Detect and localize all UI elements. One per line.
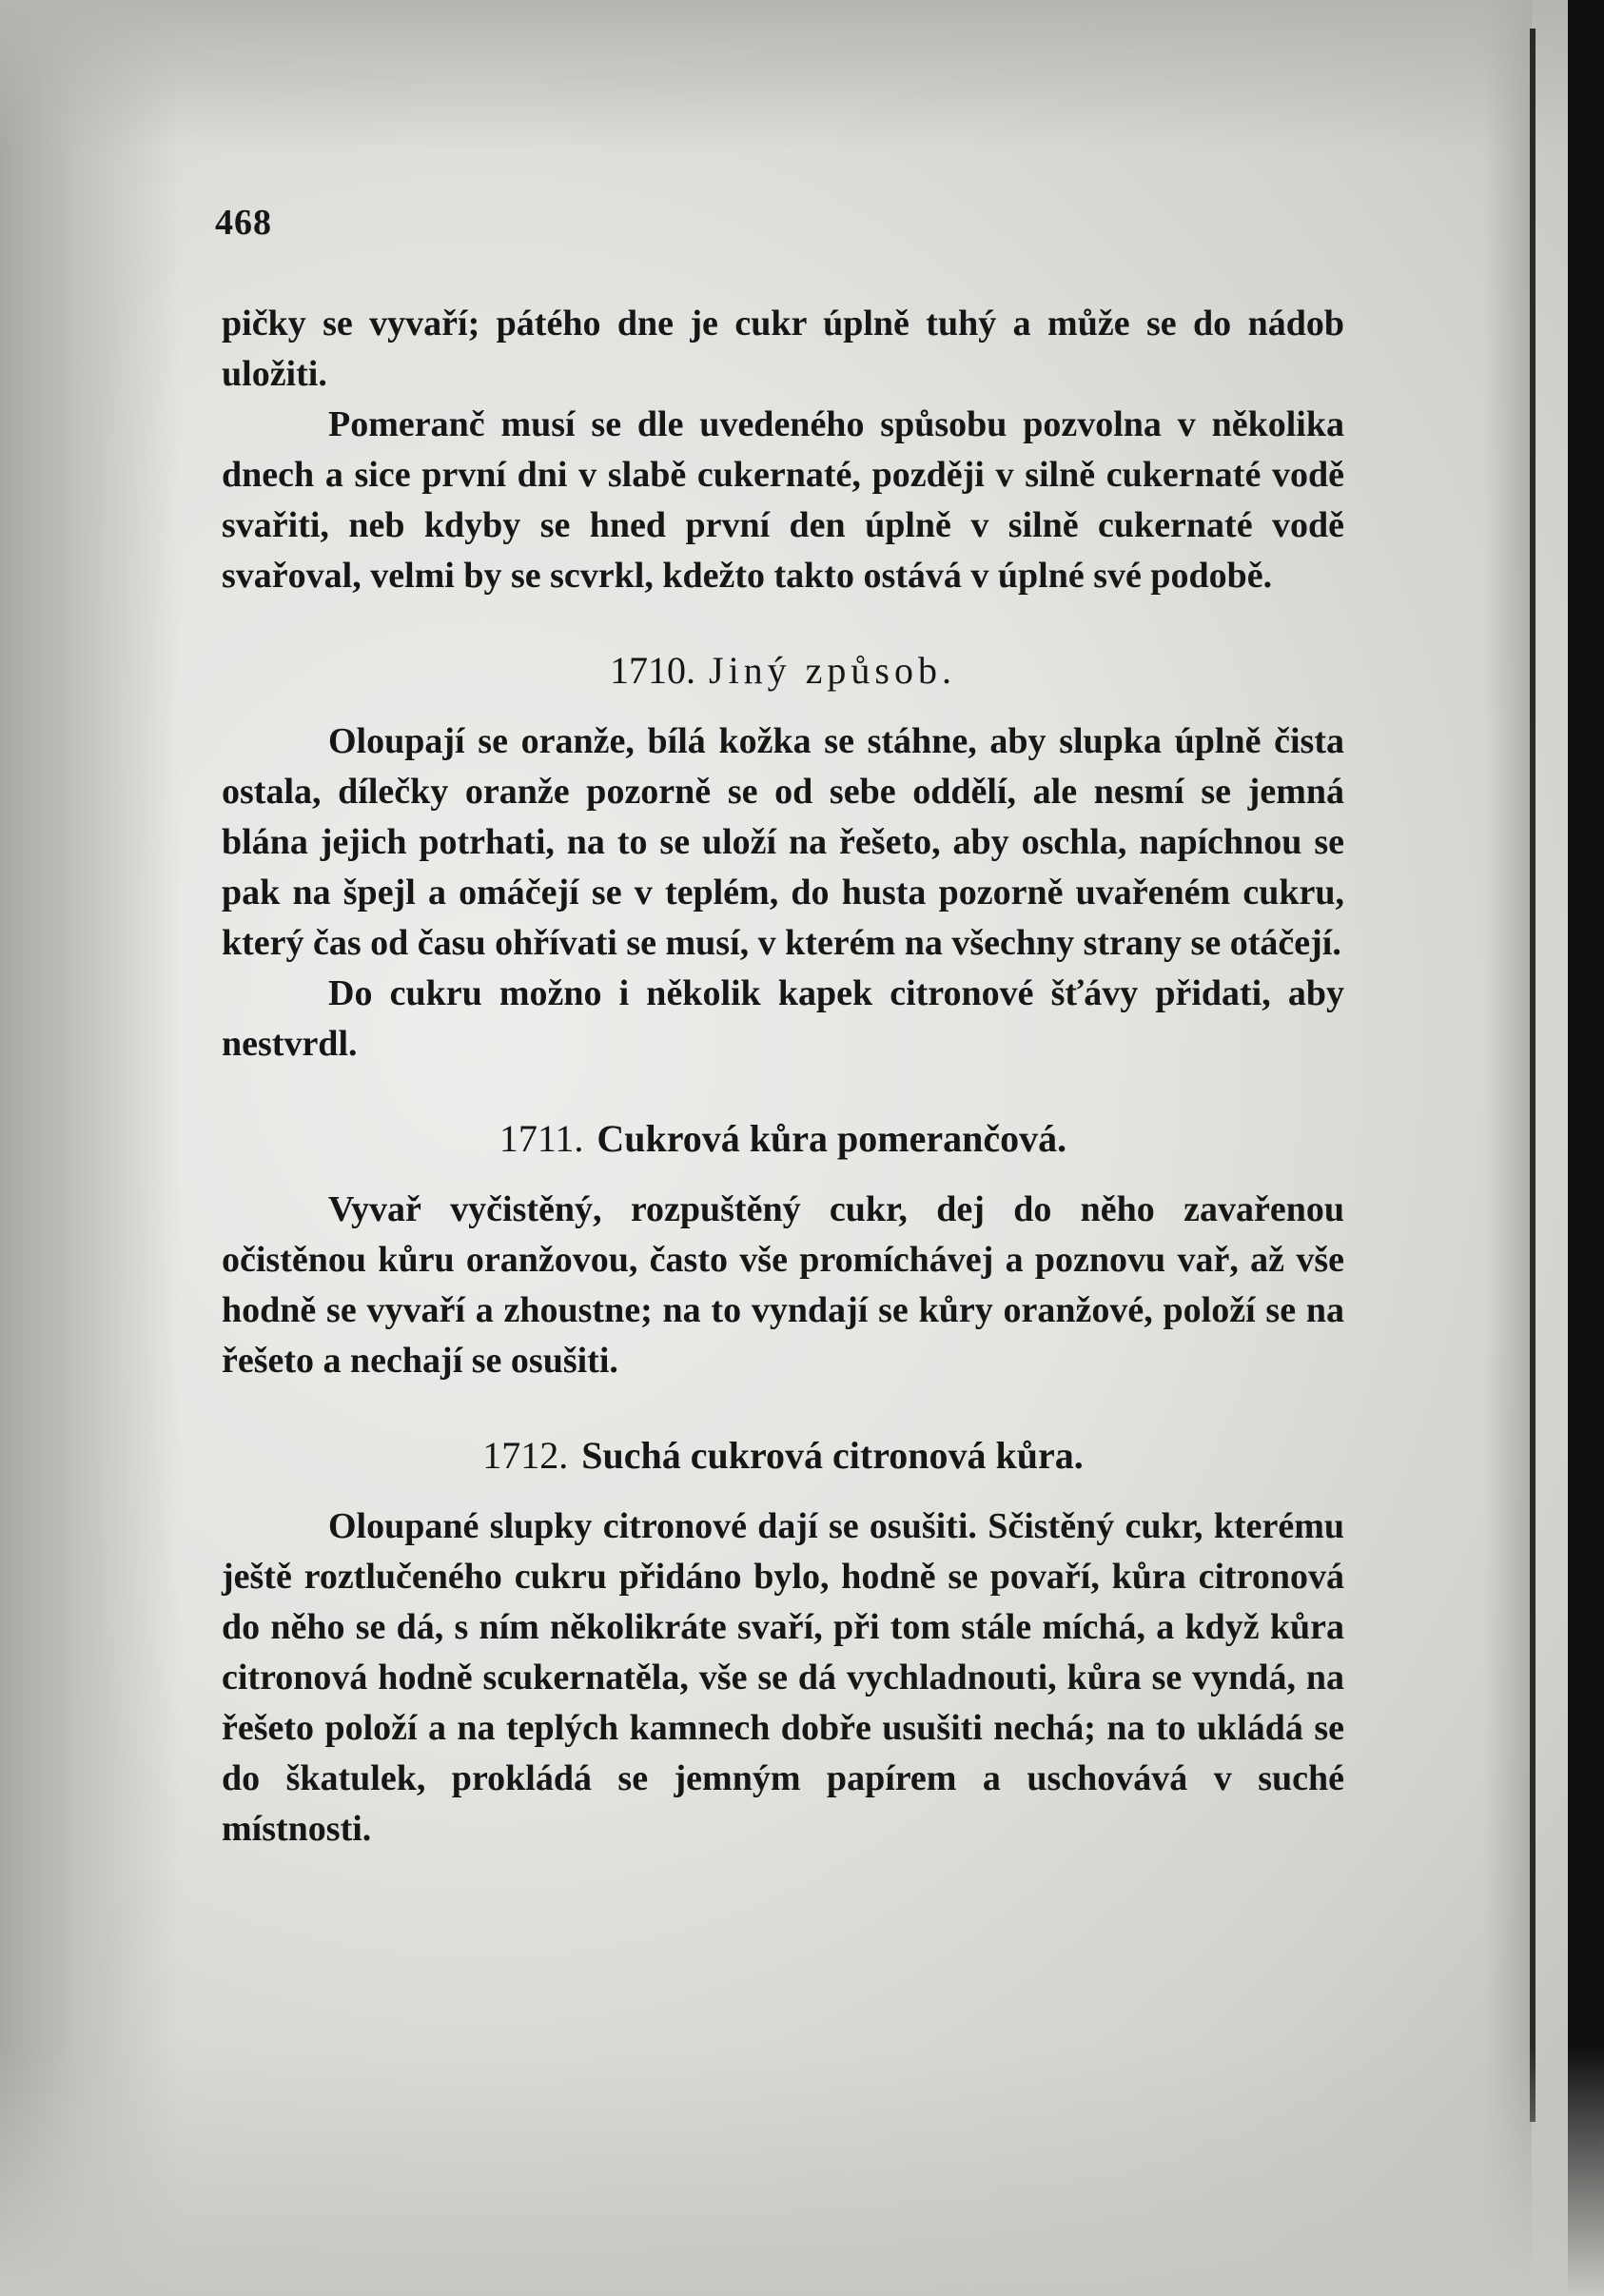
paragraph-pomeranc: Pomeranč musí se dle uvedeného spůsobu pozvolna v několika dnech a sice první dni v slabě cukernaté, později v silně cukernaté vodě svařiti, neb kdyby se hned první den úplně v silně cukernaté vodě svařoval, velmi by se scvrkl, kdežto takto ostává v úplné své podobě. — [222, 404, 1344, 596]
spacer — [222, 1386, 1344, 1430]
spacer — [222, 696, 1344, 716]
page-number: 468 — [215, 203, 272, 243]
top-scan-shadow — [0, 0, 1604, 152]
paragraph-continuation: pičky se vyvaří; pátého dne je cukr úplně tuhý a může se do nádob uložiti. — [222, 304, 1344, 394]
bottom-scan-shadow — [0, 2046, 1604, 2296]
paragraph-kura-pomerancova: Vyvař vyčistěný, rozpuštěný cukr, dej do něho zavařenou očistěnou kůru oranžovou, často vše promíchávej a poznovu vař, až vše hodně se vyvaří a zhoustne; na to vyndají se kůry oranžové, položí se na řešeto a nechají se osušiti. — [222, 1189, 1344, 1381]
recipe-title: Cukrová kůra pomerančová. — [597, 1117, 1067, 1160]
recipe-number: 1712. — [482, 1434, 569, 1477]
paragraph-kura-citronova: Oloupané slupky citronové dají se osušiti. Sčistěný cukr, kterému ještě roztlučeného cukru přidáno bylo, hodně se povaří, kůra citronová do něho se dá, s ním několikráte svaří, při tom stále míchá, a když kůra citronová hodně scukernatěla, vše se dá vychladnouti, kůra se vyndá, na řešeto položí a na teplých kamnech dobře usušiti nechá; na to ukládá se do škatulek, prokládá se jemným papírem a uschovává v suché místnosti. — [222, 1506, 1344, 1849]
paragraph-oranze: Oloupají se oranže, bílá kožka se stáhne, aby slupka úplně čista ostala, dílečky oranže pozorně se od sebe oddělí, ale nesmí se jemná blána jejich potrhati, na to se uloží na řešeto, aby oschla, napíchnou se pak na špejl a omáčejí se v teplém, do husta pozorně uvařeném cukru, který čas od času ohřívati se musí, v kterém na všechny strany se otáčejí. — [222, 721, 1344, 963]
left-scan-shadow — [0, 0, 181, 2296]
recipe-number: 1711. — [499, 1117, 584, 1160]
page-body — [222, 299, 1344, 1854]
scan-right-border — [1568, 0, 1604, 2296]
recipe-heading-1712 — [222, 1430, 1344, 1481]
binding-gutter — [1484, 0, 1532, 2296]
spacer — [222, 1481, 1344, 1501]
spacer — [222, 601, 1344, 645]
recipe-heading-1711 — [222, 1113, 1344, 1164]
binding-edge-line — [1530, 29, 1536, 2122]
recipe-title: Suchá cukrová citronová kůra. — [581, 1434, 1084, 1477]
paragraph-citronova-stava: Do cukru možno i několik kapek citronové šťávy přidati, aby nestvrdl. — [222, 973, 1344, 1064]
recipe-heading-1710 — [222, 645, 1344, 696]
spacer — [222, 1070, 1344, 1113]
spacer — [222, 1164, 1344, 1185]
recipe-number: 1710. — [610, 649, 695, 692]
recipe-title: Jiný způsob. — [709, 649, 956, 692]
